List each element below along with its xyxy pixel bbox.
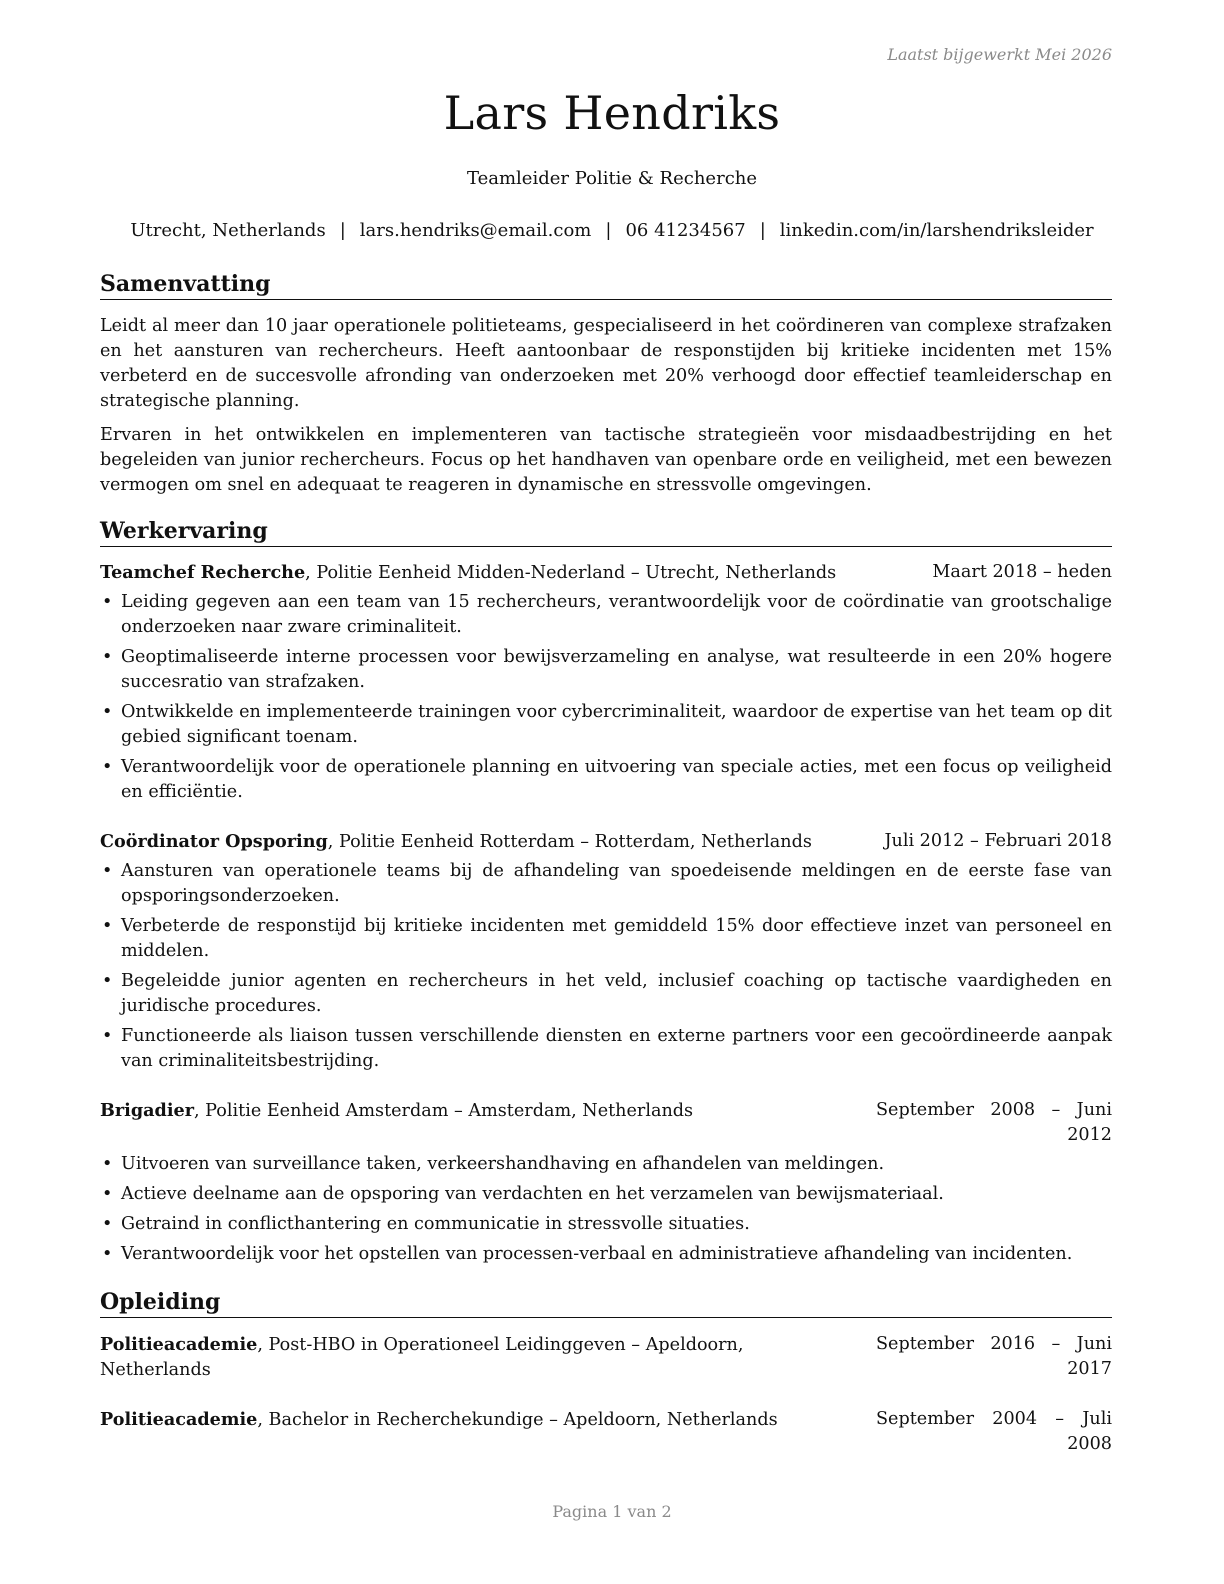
education-school: Politieacademie <box>100 1409 258 1430</box>
contact-separator: | <box>339 220 346 241</box>
education-program: , Bachelor in Recherchekundige – Apeldoorn, Netherlands <box>257 1410 778 1430</box>
contact-phone: 06 41234567 <box>625 220 746 241</box>
job-bullet: • Aansturen van operationele teams bij de afhandeling van spoedeisende meldingen en de eerste fase van opsporingsonderzoeken. <box>100 859 1112 909</box>
job-header <box>100 1098 1112 1148</box>
contact-line <box>0 220 1224 241</box>
contact-linkedin[interactable]: linkedin.com/in/larshendriksleider <box>779 220 1094 241</box>
contact-email[interactable]: lars.hendriks@email.com <box>359 220 592 241</box>
job-role: Brigadier <box>100 1100 194 1121</box>
last-updated-note: Laatst bijgewerkt Mei 2026 <box>887 45 1112 64</box>
summary-text <box>100 314 1112 498</box>
job-entry <box>100 1098 1112 1267</box>
job-bullet: • Verantwoordelijk voor de operationele planning en uitvoering van speciale acties, met een focus op veiligheid en efficiëntie. <box>100 755 1112 805</box>
education-title-line <box>100 1332 856 1383</box>
page-number: Pagina 1 van 2 <box>552 1502 672 1521</box>
summary-section <box>100 270 1112 498</box>
contact-location: Utrecht, Netherlands <box>130 220 326 241</box>
job-bullet: • Functioneerde als liaison tussen verschillende diensten en externe partners voor een gecoördineerde aanpak van criminaliteitsbestrijding. <box>100 1024 1112 1074</box>
job-organization: , Politie Eenheid Amsterdam – Amsterdam, Netherlands <box>193 1101 694 1121</box>
education-entry <box>100 1407 1112 1457</box>
job-bullet: • Begeleidde junior agenten en rechercheurs in het veld, inclusief coaching op tactische vaardigheden en juridische procedures. <box>100 969 1112 1019</box>
section-title-experience: Werkervaring <box>100 517 1112 547</box>
job-bullet: • Leiding gegeven aan een team van 15 rechercheurs, verantwoordelijk voor de coördinatie van grootschalige onderzoeken naar zware criminaliteit. <box>100 590 1112 640</box>
job-bullets <box>100 590 1112 805</box>
job-dates: Juli 2012 – Februari 2018 <box>884 831 1112 851</box>
job-entry <box>100 560 1112 805</box>
job-header <box>100 829 1112 855</box>
contact-separator: | <box>605 220 612 241</box>
education-program: , Post-HBO in Operationeel Leidinggeven – Apeldoorn, Netherlands <box>100 1335 744 1380</box>
job-bullet: • Ontwikkelde en implementeerde trainingen voor cybercriminaliteit, waardoor de expertise van het team op dit gebied significant toenam. <box>100 700 1112 750</box>
job-bullet: • Uitvoeren van surveillance taken, verkeershandhaving en afhandelen van meldingen. <box>100 1152 1112 1177</box>
job-dates: September 2008 – Juni 2012 <box>876 1100 1112 1145</box>
job-title-line <box>100 1098 856 1124</box>
job-title-line <box>100 560 912 586</box>
job-role: Coördinator Opsporing <box>100 831 328 852</box>
summary-paragraph: Leidt al meer dan 10 jaar operationele politieteams, gespecialiseerd in het coördineren van complexe strafzaken en het aansturen van rechercheurs. Heeft aantoonbaar de responstijden bij kritieke incidenten met 15% verbeterd en de succesvolle afronding van onderzoeken met 20% verhoogd door effectief teamleiderschap en strategische planning. <box>100 316 1112 411</box>
resume-body <box>100 270 1112 1457</box>
job-bullet: • Getraind in conflicthantering en communicatie in stressvolle situaties. <box>100 1212 1112 1237</box>
job-bullet: • Geoptimaliseerde interne processen voor bewijsverzameling en analyse, wat resulteerde in een 20% hogere succesratio van strafzaken. <box>100 645 1112 695</box>
contact-separator: | <box>759 220 766 241</box>
job-bullet: • Verantwoordelijk voor het opstellen van processen-verbaal en administratieve afhandeling van incidenten. <box>100 1242 1112 1267</box>
experience-section <box>100 517 1112 1267</box>
candidate-headline: Teamleider Politie & Recherche <box>466 168 758 189</box>
education-section <box>100 1288 1112 1457</box>
education-header <box>100 1332 1112 1383</box>
job-bullet: • Actieve deelname aan de opsporing van verdachten en het verzamelen van bewijsmateriaal. <box>100 1182 1112 1207</box>
job-bullets <box>100 1152 1112 1267</box>
job-title-line <box>100 829 864 855</box>
job-header <box>100 560 1112 586</box>
education-school: Politieacademie <box>100 1334 258 1355</box>
job-bullets <box>100 859 1112 1074</box>
job-organization: , Politie Eenheid Midden-Nederland – Utrecht, Netherlands <box>305 563 837 583</box>
education-dates: September 2016 – Juni 2017 <box>876 1334 1112 1379</box>
candidate-name: Lars Hendriks <box>443 86 781 140</box>
education-entry <box>100 1332 1112 1383</box>
education-dates: September 2004 – Juli 2008 <box>876 1409 1112 1454</box>
summary-paragraph: Ervaren in het ontwikkelen en implementeren van tactische strategieën voor misdaadbestrijding en het begeleiden van junior rechercheurs. Focus op het handhaven van openbare orde en veiligheid, met een bewezen vermogen om snel en adequaat te reageren in dynamische en stressvolle omgevingen. <box>100 425 1112 495</box>
section-title-summary: Samenvatting <box>100 270 1112 300</box>
job-dates: Maart 2018 – heden <box>932 562 1112 582</box>
section-title-education: Opleiding <box>100 1288 1112 1318</box>
job-organization: , Politie Eenheid Rotterdam – Rotterdam, Netherlands <box>327 832 812 852</box>
job-role: Teamchef Recherche <box>100 562 306 583</box>
job-bullet: • Verbeterde de responstijd bij kritieke incidenten met gemiddeld 15% door effectieve inzet van personeel en middelen. <box>100 914 1112 964</box>
job-entry <box>100 829 1112 1074</box>
education-header <box>100 1407 1112 1457</box>
education-title-line <box>100 1407 856 1433</box>
